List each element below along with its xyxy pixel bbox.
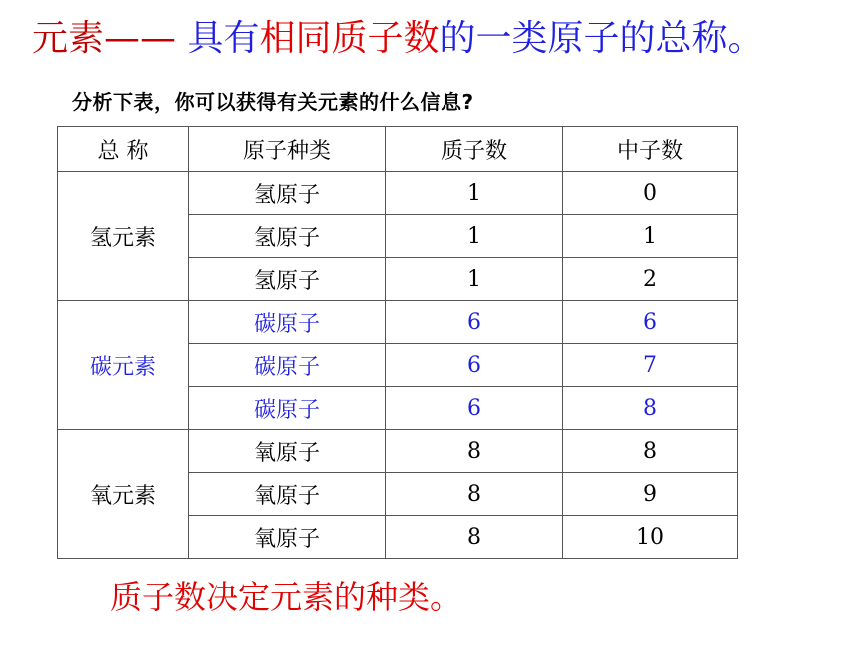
protons-cell: 6 <box>386 387 563 430</box>
element-name-cell: 碳元素 <box>58 301 189 430</box>
protons-cell: 8 <box>386 473 563 516</box>
neutrons-cell: 8 <box>563 430 738 473</box>
title-dash: —— <box>104 18 177 59</box>
atom-cell: 氢原子 <box>189 215 386 258</box>
header-cell-atom-type: 原子种类 <box>189 127 386 172</box>
neutrons-cell: 6 <box>563 301 738 344</box>
element-name-cell: 氢元素 <box>58 172 189 301</box>
atom-cell: 氢原子 <box>189 258 386 301</box>
atom-cell: 碳原子 <box>189 344 386 387</box>
question-text: 分析下表，你可以获得有关元素的什么信息? <box>72 90 474 114</box>
neutrons-cell: 1 <box>563 215 738 258</box>
protons-cell: 6 <box>386 301 563 344</box>
table-row <box>58 301 738 344</box>
header-cell-total-name: 总 称 <box>58 127 189 172</box>
conclusion-text: 质子数决定元素的种类。 <box>110 578 463 616</box>
atom-cell: 碳原子 <box>189 387 386 430</box>
isotope-table <box>57 126 738 559</box>
atom-cell: 氢原子 <box>189 172 386 215</box>
atom-cell: 氧原子 <box>189 430 386 473</box>
protons-cell: 1 <box>386 258 563 301</box>
definition-part-3: 的一类原子的总称。 <box>439 18 764 59</box>
neutrons-cell: 9 <box>563 473 738 516</box>
protons-cell: 8 <box>386 516 563 559</box>
neutrons-cell: 10 <box>563 516 738 559</box>
neutrons-cell: 0 <box>563 172 738 215</box>
header-cell-protons: 质子数 <box>386 127 563 172</box>
neutrons-cell: 8 <box>563 387 738 430</box>
table-header-row <box>58 127 738 172</box>
title-definition <box>187 18 763 59</box>
table-row <box>58 172 738 215</box>
protons-cell: 1 <box>386 172 563 215</box>
atom-cell: 碳原子 <box>189 301 386 344</box>
definition-part-2: 相同质子数 <box>259 18 440 59</box>
protons-cell: 1 <box>386 215 563 258</box>
table-row <box>58 430 738 473</box>
atom-cell: 氧原子 <box>189 516 386 559</box>
protons-cell: 8 <box>386 430 563 473</box>
header-cell-neutrons: 中子数 <box>563 127 738 172</box>
protons-cell: 6 <box>386 344 563 387</box>
title-term: 元素 <box>32 18 105 59</box>
neutrons-cell: 7 <box>563 344 738 387</box>
slide-title <box>32 14 764 64</box>
definition-part-1: 具有 <box>187 18 260 59</box>
neutrons-cell: 2 <box>563 258 738 301</box>
element-name-cell: 氧元素 <box>58 430 189 559</box>
atom-cell: 氧原子 <box>189 473 386 516</box>
